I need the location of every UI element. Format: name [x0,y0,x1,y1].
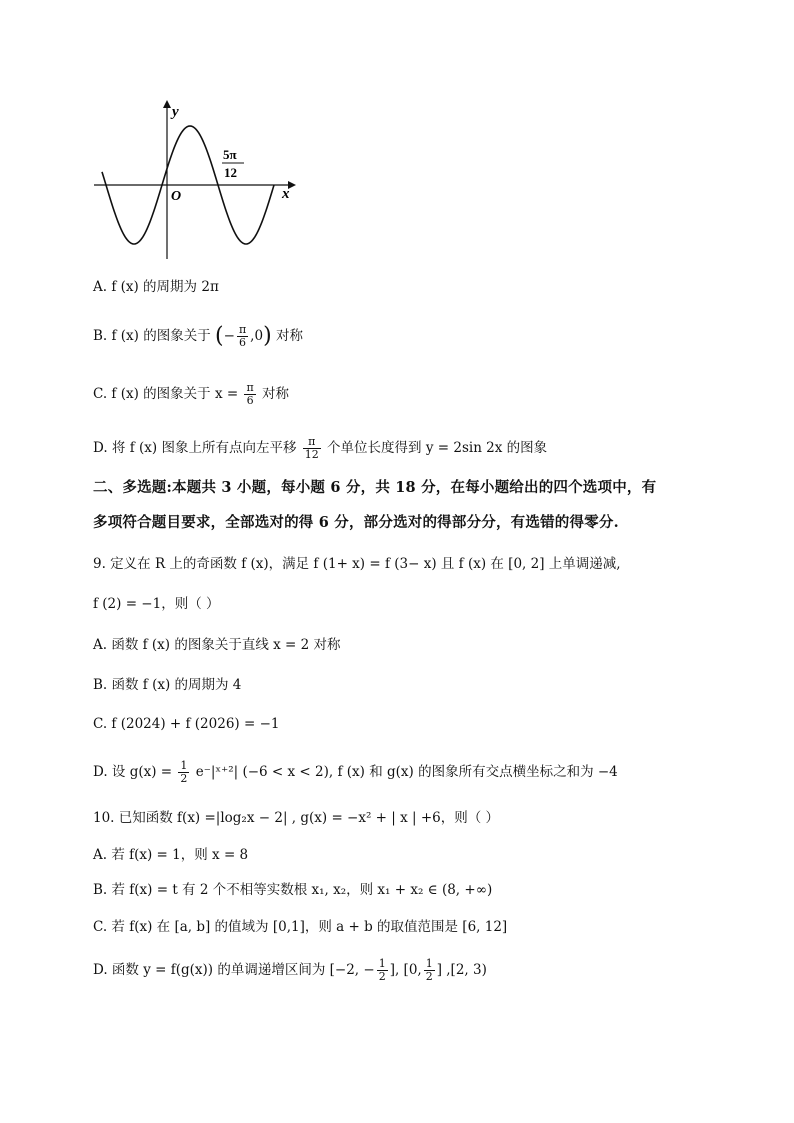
q9-option-b: B. 函数 f (x) 的周期为 4 [93,677,242,693]
q8-option-c-fraction [244,382,255,407]
function-graph [88,96,308,266]
q8-option-c-prefix: C. f (x) 的图象关于 x = [93,386,239,402]
q10-option-d-mid: ], [0, [389,962,422,978]
fraction-denominator: 6 [239,336,247,349]
q8-option-c [93,382,289,407]
q8-option-b-mid: ,0 [250,328,264,344]
q8-option-a: A. f (x) 的周期为 2π [93,279,219,295]
q8-option-d-suffix: 个单位长度得到 y = 2sin 2x 的图象 [327,440,548,456]
right-paren: ) [263,323,272,349]
q9-option-d-suffix: e⁻|ˣ⁺²| (−6 < x < 2), f (x) 和 g(x) 的图象所有交点横坐标之和为 −4 [195,764,618,780]
fraction-denominator: 2 [378,970,386,983]
q8-option-b-fraction [237,324,248,349]
section-heading-line-2: 多项符合题目要求，全部选对的得 6 分，部分选对的得部分分，有选错的得零分. [93,514,619,531]
q9-stem-line-1: 9. 定义在 R 上的奇函数 f (x)，满足 f (1+ x) = f (3− x) 且 f (x) 在 [0, 2] 上单调递减, [93,556,621,572]
q8-option-b-suffix: 对称 [275,328,303,344]
q9-option-d-prefix: D. 设 g(x) = [93,764,173,780]
fraction-denominator: 6 [246,394,254,407]
q10-option-d [93,958,487,983]
q10-option-d-fraction-2 [424,958,435,983]
x-axis-label: x [282,186,290,202]
q10-option-d-suffix: ] ,[2, 3) [436,962,487,978]
q8-option-c-suffix: 对称 [262,386,289,402]
q9-option-d-fraction [178,760,189,785]
q8-option-b: B. f (x) 的图象关于 (− $\frac{\pi}{6}$ ,0) 对称 [93,323,303,349]
origin-label: O [171,189,182,204]
q8-option-b-prefix: B. f (x) 的图象关于 [93,328,211,344]
zero-mark-numerator: 5π [223,147,237,162]
zero-mark-denominator: 12 [224,165,237,180]
q10-option-c: C. 若 f(x) 在 [a, b] 的值域为 [0,1]，则 a + b 的取值范围是 [6, 12] [93,919,508,935]
q10-option-d-fraction-1 [377,958,388,983]
fraction-numerator: π [303,436,321,449]
q9-stem-line-2: f (2) = −1，则（ ） [93,596,220,612]
left-paren: ( [215,323,224,349]
fraction-denominator: 2 [425,970,433,983]
q10-option-a: A. 若 f(x) = 1，则 x = 8 [93,847,249,863]
fraction-denominator: 2 [180,772,188,785]
q10-stem: 10. 已知函数 f(x) =|log₂x − 2| , g(x) = −x² + | x | +6，则（ ） [93,810,500,826]
q9-option-a: A. 函数 f (x) 的图象关于直线 x = 2 对称 [93,637,341,653]
q8-option-d [93,436,547,461]
fraction-numerator: π [238,323,247,336]
fraction-numerator: 1 [425,957,433,970]
y-axis-arrow-icon [163,100,171,108]
section-heading-line-1: 二、多选题:本题共 3 小题，每小题 6 分，共 18 分，在每小题给出的四个选项中，有 [93,479,657,496]
q10-option-b: B. 若 f(x) = t 有 2 个不相等实数根 x₁, x₂，则 x₁ + x₂ ∈ (8, +∞) [93,882,493,898]
fraction-numerator: π [246,381,254,394]
fraction-denominator: 12 [304,448,319,461]
q8-option-d-fraction [303,436,321,461]
fraction-numerator: 1 [378,957,386,970]
q10-option-d-prefix: D. 函数 y = f(g(x)) 的单调递增区间为 [−2, − [93,962,375,978]
q9-option-c: C. f (2024) + f (2026) = −1 [93,716,280,732]
q8-option-d-prefix: D. 将 f (x) 图象上所有点向左平移 [93,440,297,456]
fraction-numerator: 1 [180,759,188,772]
y-axis-label: y [172,104,179,120]
q9-option-d [93,760,618,785]
